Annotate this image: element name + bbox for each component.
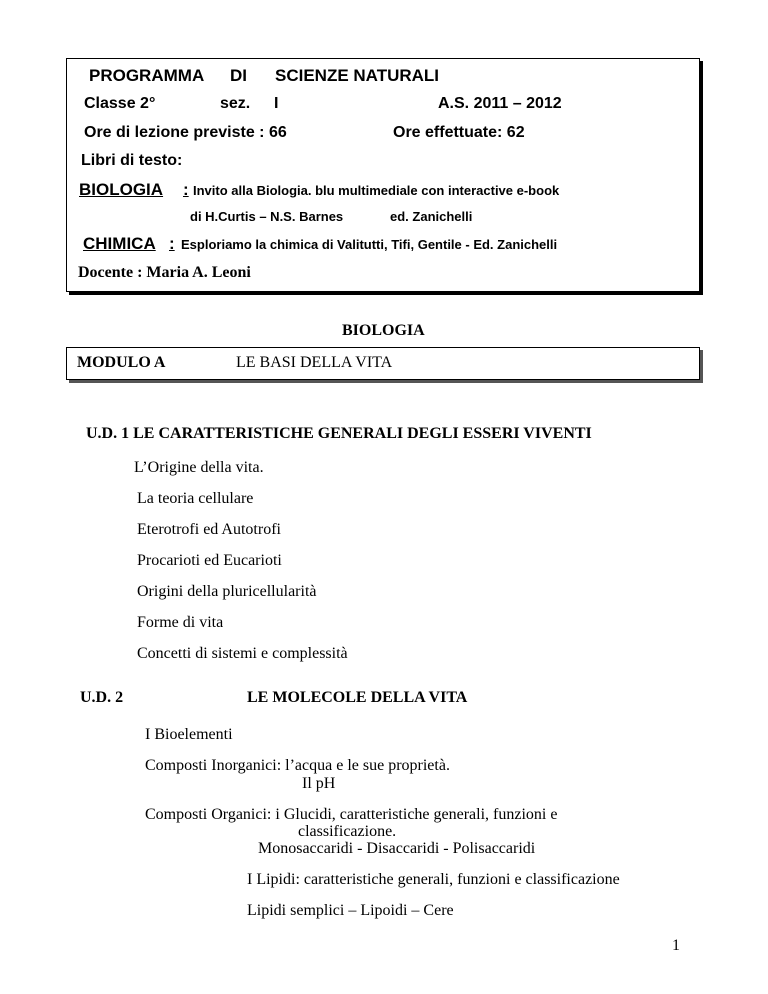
ud2-saccaridi: Monosaccaridi - Disaccaridi - Polisaccaridi [258, 840, 536, 857]
biologia-publisher: ed. Zanichelli [390, 209, 473, 224]
ud2-organici: Composti Organici: i Glucidi, caratteristiche generali, funzioni e [145, 806, 558, 823]
libri-label: Libri di testo: [81, 152, 183, 169]
ud2-lipidi-tipi: Lipidi semplici – Lipoidi – Cere [247, 902, 454, 919]
ud1-item: Origini della pluricellularità [137, 583, 317, 600]
ore-effettuate: Ore effettuate: 62 [393, 124, 525, 141]
modulo-title: LE BASI DELLA VITA [236, 354, 393, 371]
ud2-lipidi: I Lipidi: caratteristiche generali, funzioni e classificazione [247, 871, 620, 888]
ud1-title: U.D. 1 LE CARATTERISTICHE GENERALI DEGLI ESSERI VIVENTI [86, 425, 592, 442]
chimica-colon: : [169, 234, 175, 253]
ud1-item: Procarioti ed Eucarioti [137, 552, 282, 569]
chimica-book-title: Esploriamo la chimica di Valitutti, Tifi, Gentile - Ed. Zanichelli [181, 237, 558, 252]
section-title: BIOLOGIA [342, 322, 425, 339]
sez-label: sez. [220, 95, 251, 112]
ud2-bioelementi: I Bioelementi [145, 726, 233, 743]
ud2-ph: Il pH [302, 775, 336, 792]
programma-label: PROGRAMMA [89, 66, 205, 85]
modulo-label: MODULO A [77, 354, 166, 371]
docente: Docente : Maria A. Leoni [78, 264, 251, 281]
page-number: 1 [672, 937, 680, 954]
ud1-item: L’Origine della vita. [134, 459, 264, 476]
biologia-book-title: Invito alla Biologia. blu multimediale con interactive e-book [193, 183, 560, 198]
sez-value: I [274, 95, 279, 112]
header-box [66, 58, 700, 292]
ud1-item: Concetti di sistemi e complessità [137, 645, 348, 662]
biologia-book-label: BIOLOGIA [79, 180, 164, 199]
ud1-item: Forme di vita [137, 614, 224, 631]
ud2-inorganici: Composti Inorganici: l’acqua e le sue proprietà. [145, 757, 450, 774]
ud2-number: U.D. 2 [80, 689, 124, 706]
subject-title: SCIENZE NATURALI [275, 66, 440, 85]
ud2-title: LE MOLECOLE DELLA VITA [247, 689, 468, 706]
anno-scolastico: A.S. 2011 – 2012 [438, 95, 562, 112]
chimica-book-label: CHIMICA [83, 234, 156, 253]
ore-previste: Ore di lezione previste : 66 [84, 124, 287, 141]
ud2-classificazione: classificazione. [298, 823, 397, 840]
ud1-item: La teoria cellulare [137, 490, 254, 507]
classe-label: Classe 2° [84, 95, 156, 112]
biologia-colon: : [183, 180, 189, 199]
ud1-item: Eterotrofi ed Autotrofi [137, 521, 281, 538]
di-label: DI [230, 66, 247, 85]
biologia-authors: di H.Curtis – N.S. Barnes [190, 209, 344, 224]
